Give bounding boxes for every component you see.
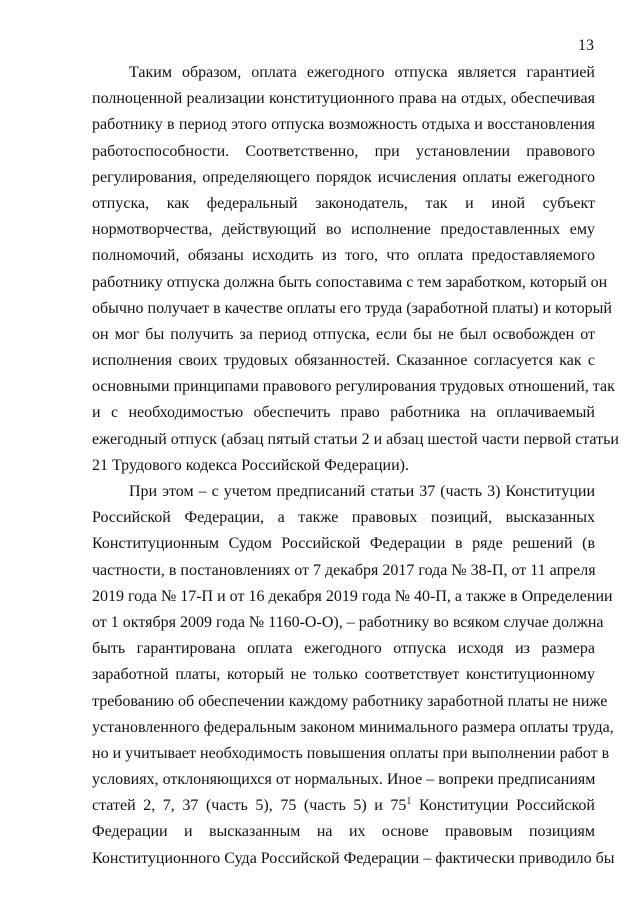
text-line: исполнения своих трудовых обязанностей. Сказанное согласуется как с — [92, 352, 595, 370]
text-line: ежегодный отпуск (абзац пятый статьи 2 и абзац шестой части первой статьи — [92, 430, 619, 448]
text-line: и с необходимостью обеспечить право работника на оплачиваемый — [92, 404, 595, 422]
text-line: быть гарантирована оплата ежегодного отпуска исходя из размера — [92, 640, 595, 658]
text-line: работнику отпуска должна быть сопоставима с тем заработком, который он — [92, 273, 608, 291]
paragraph-1 — [92, 60, 619, 479]
text-line: он мог бы получить за период отпуска, если бы не был освобожден от — [92, 325, 595, 343]
text-line: работоспособности. Соответственно, при установлении правового — [92, 142, 595, 160]
text-line: но и учитывает необходимость повышения оплаты при выполнении работ в — [92, 744, 610, 762]
text-line: от 1 октября 2009 года № 1160-О-О), – работнику во всяком случае должна — [92, 613, 604, 631]
text-line-with-superscript — [92, 793, 595, 819]
text-line: Российской Федерации, а также правовых позиций, высказанных — [92, 509, 595, 527]
text-line: полноценной реализации конституционного права на отдых, обеспечивая — [92, 90, 595, 108]
text-line: Конституционным Судом Российской Федерации в ряде решений (в — [92, 535, 595, 553]
text-line: 21 Трудового кодекса Российской Федерации). — [92, 456, 409, 474]
text-segment: Конституции Российской — [411, 797, 595, 815]
text-line: регулирования, определяющего порядок исчисления оплаты ежегодного — [92, 168, 595, 186]
text-line: нормотворчества, действующий во исполнение предоставленных ему — [92, 221, 595, 239]
text-line: полномочий, обязаны исходить из того, что оплата предоставляемого — [92, 247, 595, 265]
page-number: 13 — [578, 37, 594, 54]
superscript: 1 — [406, 796, 412, 808]
text-line: частности, в постановлениях от 7 декабря 2017 года № 38-П, от 11 апреля — [92, 561, 596, 579]
text-line: основными принципами правового регулирования трудовых отношений, так — [92, 378, 615, 396]
text-line: требованию об обеспечении каждому работнику заработной платы не ниже — [92, 692, 608, 710]
text-line: При этом – с учетом предписаний статьи 37 (часть 3) Конституции — [129, 483, 595, 500]
text-line: установленного федеральным законом минимального размера оплаты труда, — [92, 718, 614, 736]
text-line: Таким образом, оплата ежегодного отпуска является гарантией — [129, 64, 595, 81]
text-line: отпуска, как федеральный законодатель, так и иной субъект — [92, 194, 595, 212]
text-line: Федерации и высказанным на их основе правовым позициям — [92, 823, 595, 841]
text-line: Конституционного Суда Российской Федерации – фактически приводило бы — [92, 849, 615, 867]
text-line: заработной платы, который не только соответствует конституционному — [92, 666, 595, 684]
text-segment: статей 2, 7, 37 (часть 5), 75 (часть 5) и 75 — [92, 797, 407, 815]
text-line: работнику в период этого отпуска возможность отдыха и восстановления — [92, 116, 595, 134]
text-line: 2019 года № 17-П и от 16 декабря 2019 года № 40-П, а также в Определении — [92, 587, 613, 605]
document-body — [92, 60, 619, 872]
paragraph-2 — [92, 479, 615, 872]
text-line: обычно получает в качестве оплаты его труда (заработной платы) и который — [92, 299, 612, 317]
text-line: условиях, отклоняющихся от нормальных. Иное – вопреки предписаниям — [92, 771, 596, 789]
